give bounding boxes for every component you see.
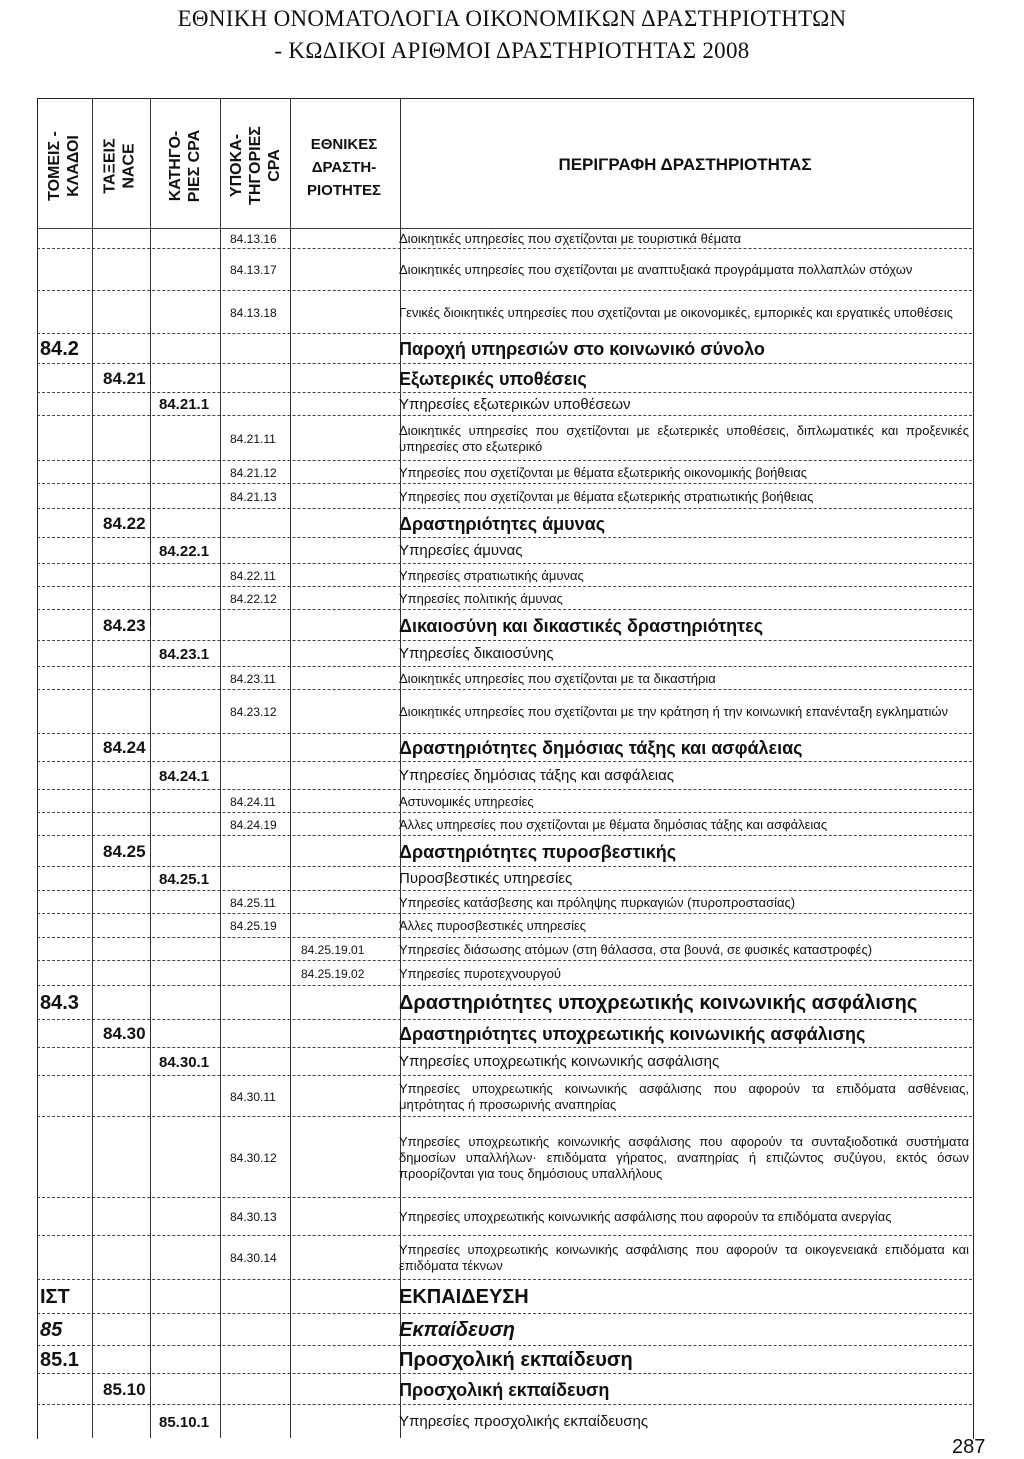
activity-code: 84.23 <box>103 615 146 635</box>
activity-code: ΙΣΤ <box>40 1285 70 1308</box>
table-row <box>37 1116 972 1198</box>
activity-description: Διοικητικές υπηρεσίες που σχετίζονται με τουριστικά θέματα <box>399 231 742 246</box>
activity-description: Δραστηριότητες υποχρεωτικής κοινωνικής ασφάλισης <box>399 1024 866 1044</box>
activity-code: 84.23.12 <box>230 705 277 719</box>
activity-description: Υπηρεσίες πολιτικής άμυνας <box>399 590 563 606</box>
activity-code: 84.25 <box>103 841 146 861</box>
table-row <box>37 937 972 961</box>
activity-code: 84.25.1 <box>159 870 210 888</box>
activity-code: 84.22.12 <box>230 591 277 606</box>
table-row <box>37 415 972 461</box>
activity-description: Υπηρεσίες υποχρεωτικής κοινωνικής ασφάλισης <box>399 1053 720 1070</box>
table-row <box>37 1047 972 1076</box>
table-row <box>37 812 972 836</box>
activity-code: 84.25.19.01 <box>301 942 365 957</box>
activity-description: Υπηρεσίες προσχολικής εκπαίδευσης <box>399 1413 649 1430</box>
activity-description: Δραστηριότητες δημόσιας τάξης και ασφάλειας <box>399 738 803 758</box>
activity-code: 84.25.11 <box>230 895 276 910</box>
table-row <box>37 866 972 891</box>
activity-description: Διοικητικές υπηρεσίες που σχετίζονται με αναπτυξιακά προγράμματα πολλαπλών στόχων <box>399 262 913 277</box>
activity-code: 84.24.1 <box>159 767 210 785</box>
table-row <box>37 563 972 587</box>
column-header-national-activities: ΕΘΝΙΚΕΣ ΔΡΑΣΤΗ- ΡΙΟΤΗΤΕΣ <box>306 136 381 199</box>
activity-description: Δραστηριότητες υποχρεωτικής κοινωνικής ασφάλισης <box>399 992 918 1014</box>
activity-description: Άλλες πυροσβεστικές υπηρεσίες <box>399 918 587 933</box>
activity-description: Διοικητικές υπηρεσίες που σχετίζονται με την κράτηση ή την κοινωνική επανένταξη εγκληματιών <box>399 704 949 719</box>
table-row <box>37 960 972 986</box>
activity-code: 84.24.11 <box>230 794 276 809</box>
activity-description: Υπηρεσίες κατάσβεσης και πρόληψης πυρκαγιών (πυροπροστασίας) <box>399 894 796 910</box>
activity-code: 84.25.19.02 <box>301 966 365 981</box>
activity-code: 84.21.11 <box>230 431 276 446</box>
table-row <box>37 1197 972 1236</box>
activity-code: 85.10.1 <box>159 1413 210 1431</box>
activity-code: 84.21.13 <box>230 489 277 504</box>
activity-code: 84.22.11 <box>230 568 276 583</box>
activity-code: 84.2 <box>40 337 79 360</box>
activity-description: Υπηρεσίες εξωτερικών υποθέσεων <box>399 395 631 413</box>
activity-description: Παροχή υπηρεσιών στο κοινωνικό σύνολο <box>399 339 765 359</box>
table-row <box>37 1345 972 1374</box>
table-row <box>37 1313 972 1346</box>
table-row <box>37 483 972 509</box>
activity-description: Υπηρεσίες δημόσιας τάξης και ασφάλειας <box>399 767 675 784</box>
table-row <box>37 333 972 364</box>
activity-description: Διοικητικές υπηρεσίες που σχετίζονται με τα δικαστήρια <box>399 670 716 686</box>
activity-code: 84.25.19 <box>230 919 277 933</box>
activity-code: 84.23.11 <box>230 671 276 686</box>
activity-code: 85.10 <box>103 1379 146 1399</box>
activity-code: 84.30.14 <box>230 1251 277 1265</box>
activity-code: 84.13.18 <box>230 305 277 320</box>
activity-description: Υπηρεσίες υποχρεωτικής κοινωνικής ασφάλισης που αφορούν τα επιδόματα ανεργίας <box>399 1209 892 1224</box>
page-title: ΕΘΝΙΚΗ ΟΝΟΜΑΤΟΛΟΓΙΑ ΟΙΚΟΝΟΜΙΚΩΝ ΔΡΑΣΤΗΡΙΟΤΗΤΩΝ <box>177 6 847 31</box>
activity-description: Διοικητικές υπηρεσίες που σχετίζονται με εξωτερικές υποθέσεις, διπλωματικές και προξενικές υπηρεσίες στο εξωτερικό <box>399 422 969 454</box>
table-row <box>37 761 972 790</box>
activity-code: 84.22.1 <box>159 542 210 560</box>
page-subtitle: - ΚΩΔΙΚΟΙ ΑΡΙΘΜΟΙ ΔΡΑΣΤΗΡΙΟΤΗΤΑΣ 2008 <box>274 38 750 63</box>
table-row <box>37 460 972 484</box>
activity-description: Υπηρεσίες υποχρεωτικής κοινωνικής ασφάλισης που αφορούν τα επιδόματα ασθένειας, μητρότητας ή προσωρινής αναπηρίας <box>399 1080 969 1112</box>
activity-code: 84.30.12 <box>230 1150 277 1165</box>
table-row <box>37 508 972 538</box>
table-row <box>37 835 972 867</box>
table-row <box>37 228 972 249</box>
table-row <box>37 666 972 690</box>
activity-description: Προσχολική εκπαίδευση <box>399 1349 633 1371</box>
activity-description: Δραστηριότητες άμυνας <box>399 513 606 534</box>
activity-code: 84.24.19 <box>230 817 277 832</box>
activity-description: Άλλες υπηρεσίες που σχετίζονται με θέματα δημόσιας τάξης και ασφάλειας <box>399 816 828 832</box>
activity-code: 84.21 <box>103 368 146 388</box>
page-number: 287 <box>952 1436 986 1458</box>
table-row <box>37 363 972 393</box>
table-row <box>37 537 972 564</box>
activity-code: 84.3 <box>40 991 79 1014</box>
activity-code: 84.30.11 <box>230 1089 276 1104</box>
column-header-cpa-categories: ΚΑΤΗΓΟ- ΡΙΕΣ CPA <box>167 129 203 202</box>
activity-description: Υπηρεσίες πυροτεχνουργού <box>399 965 561 981</box>
activity-description: Πυροσβεστικές υπηρεσίες <box>399 870 573 887</box>
table-row <box>37 1373 972 1405</box>
table-row <box>37 1235 972 1280</box>
column-header-sectors: ΤΟΜΕΙΣ - ΚΛΑΔΟΙ <box>46 130 82 201</box>
column-header-description: ΠΕΡΙΓΡΑΦΗ ΔΡΑΣΤΗΡΙΟΤΗΤΑΣ <box>558 155 812 174</box>
table-row <box>37 609 972 641</box>
table-row <box>37 913 972 938</box>
table-row <box>37 392 972 416</box>
activity-description: Υπηρεσίες υποχρεωτικής κοινωνικής ασφάλισης που αφορούν τα συνταξιοδοτικά συστήματα δημοσίων υπαλλήλων· επιδόματα γήρατος, αναπηρίας ή επιζώντος συζύγου, εκτός όσων προορίζονται για τους δημόσιους υπαλλήλους <box>399 1133 969 1181</box>
activity-code: 85.1 <box>40 1348 79 1371</box>
table-row <box>37 1075 972 1117</box>
table-row <box>37 640 972 667</box>
activity-code: 84.30 <box>103 1024 146 1043</box>
table-row <box>37 985 972 1020</box>
activity-description: Δικαιοσύνη και δικαστικές δραστηριότητες <box>399 615 764 636</box>
activity-description: Προσχολική εκπαίδευση <box>399 1379 610 1400</box>
activity-description: Υπηρεσίες διάσωσης ατόμων (στη θάλασσα, στα βουνά, σε φυσικές καταστροφές) <box>399 941 873 957</box>
activity-description: Δραστηριότητες πυροσβεστικής <box>399 841 677 862</box>
activity-code: 84.23.1 <box>159 645 210 663</box>
table-row <box>37 1404 972 1439</box>
activity-description: Υπηρεσίες δικαιοσύνης <box>399 645 554 662</box>
activity-description: Υπηρεσίες που σχετίζονται με θέματα εξωτερικής στρατιωτικής βοήθειας <box>399 488 814 504</box>
activity-code: 84.30.13 <box>230 1210 277 1224</box>
activity-description: Εκπαίδευση <box>399 1319 515 1341</box>
table-row <box>37 689 972 734</box>
activity-code: 84.21.1 <box>159 396 210 413</box>
activity-description: ΕΚΠΑΙΔΕΥΣΗ <box>399 1286 529 1308</box>
activity-description: Εξωτερικές υποθέσεις <box>399 368 587 389</box>
activity-description: Αστυνομικές υπηρεσίες <box>399 793 534 809</box>
activity-code: 84.30.1 <box>159 1053 210 1071</box>
table-row <box>37 290 972 334</box>
table-row <box>37 248 972 291</box>
activity-code: 84.24 <box>103 738 146 757</box>
activity-description: Υπηρεσίες στρατιωτικής άμυνας <box>399 567 584 583</box>
table-row <box>37 586 972 610</box>
table-row <box>37 1019 972 1048</box>
table-row <box>37 789 972 813</box>
activity-description: Υπηρεσίες άμυνας <box>399 542 523 559</box>
activity-description: Υπηρεσίες υποχρεωτικής κοινωνικής ασφάλισης που αφορούν τα οικογενειακά επιδόματα και επιδόματα τέκνων <box>399 1242 969 1273</box>
activity-code: 85 <box>40 1318 63 1341</box>
activity-code: 84.13.17 <box>230 263 277 277</box>
table-row <box>37 1279 972 1314</box>
table-row <box>37 890 972 914</box>
activity-description: Υπηρεσίες που σχετίζονται με θέματα εξωτερικής οικονομικής βοήθειας <box>399 464 808 480</box>
column-header-cpa-subcategories: ΥΠΟΚΑ- ΤΗΓΟΡΙΕΣ CPA <box>227 126 283 205</box>
activity-code: 84.13.16 <box>230 232 277 246</box>
activity-code: 84.21.12 <box>230 465 277 480</box>
activity-code: 84.22 <box>103 513 146 533</box>
activity-description: Γενικές διοικητικές υπηρεσίες που σχετίζονται με οικονομικές, εμπορικές και εργατικές υποθέσεις <box>399 304 953 320</box>
column-header-nace-classes: ΤΑΞΕΙΣ NACE <box>102 137 138 194</box>
table-row <box>37 733 972 762</box>
